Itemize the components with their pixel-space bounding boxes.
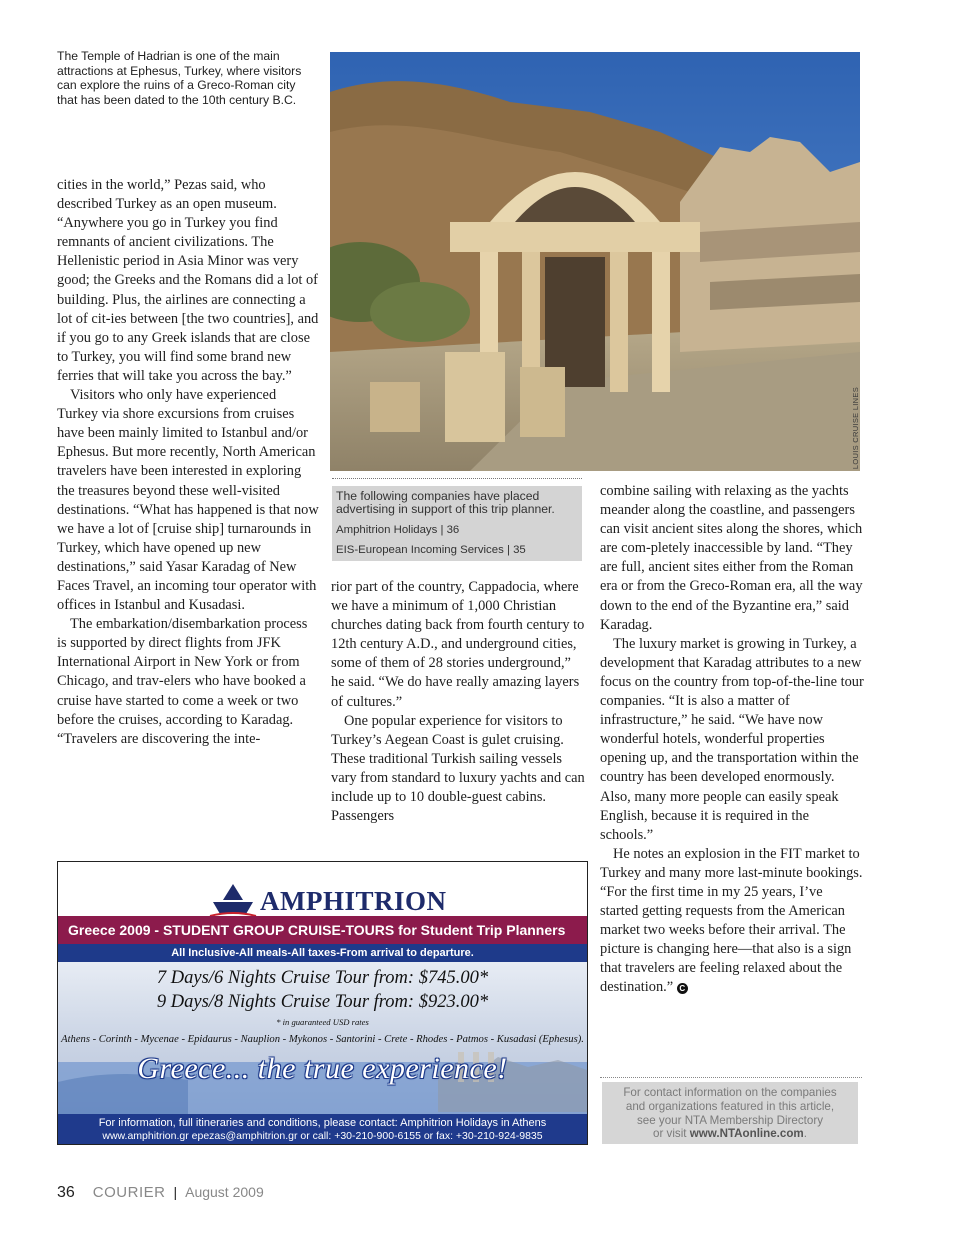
nta-divider <box>600 1077 862 1078</box>
ad-note: * in guaranteed USD rates <box>276 1017 369 1027</box>
ad-strip: All Inclusive-All meals-All taxes-From arrival to departure. <box>58 944 587 962</box>
article-column-2 <box>331 578 585 826</box>
paragraph: cities in the world,” Pezas said, who described Turkey as an open museum. “Anywhere you go in Turkey you find remnants of ancient civilizations. The Hellenistic period in Asia Minor was very good; the Greeks and the Romans did a lot of building. Plus, the airlines are connecting a lot of cit-ies between [the two countries], and if you go to any Greek islands that are close to Turkey, you will find some brand new ferries that will take you across the bay.” <box>57 177 319 384</box>
nta-line-suffix: . <box>803 1127 807 1141</box>
nta-website-link[interactable]: www.NTAonline.com <box>689 1127 804 1141</box>
nta-line-prefix: or visit <box>653 1127 690 1141</box>
page-footer <box>57 1184 264 1202</box>
article-column-1 <box>57 176 319 749</box>
end-mark-icon: C <box>677 983 688 994</box>
ad-logo-text: AMPHITRION <box>260 886 447 916</box>
paragraph: Visitors who only have experienced Turkey via shore excursions from cruises have been mainly limited to Istanbul and/or Ephesus. But more recently, North American travelers have been interested in exploring the treasures beyond these well-visited destinations. “What has happened is that now we have a lot of [cruise ship] turnarounds in Turkey, which have opened up new destinations,” said Yasar Karadag of New Faces Travel, an incoming tour operator with offices in Istanbul and Kusadasi. <box>57 387 319 614</box>
ad-logo <box>58 872 587 920</box>
ad-cities: Athens - Corinth - Mycenae - Epidaurus - Nauplion - Mykonos - Santorini - Crete - Rhodes - Patmos - Kusadasi (Ephesus). <box>61 1034 584 1045</box>
sidebar-title: The following companies have placed advertising in support of this trip planner. <box>336 489 555 517</box>
nta-line <box>602 1127 858 1141</box>
nta-line: and organizations featured in this article, <box>625 1099 835 1113</box>
ship-logo-icon <box>208 880 258 920</box>
issue-date: August 2009 <box>185 1184 264 1200</box>
footer-separator: | <box>173 1184 178 1200</box>
paragraph: One popular experience for visitors to Turkey’s Aegean Coast is gulet cruising. These traditional Turkish sailing vessels vary from standard to luxury yachts and can include up to 10 double-guest cabins. Passengers <box>331 712 585 825</box>
nta-line: For contact information on the companies <box>623 1086 837 1099</box>
paragraph: combine sailing with relaxing as the yachts meander along the coastline, and passengers can visit ancient sites along the shores, which are com-pletely inaccessible by land. “They are full, ancient sites either from the Roman era or from the Greco-Roman era, all the way down to the end of the Byzantine era,” said Karadag. <box>600 483 863 633</box>
ad-offer-1: 7 Days/6 Nights Cruise Tour from: $745.00* <box>156 968 489 988</box>
temple-ruins-illustration <box>330 52 860 471</box>
nta-line: see your NTA Membership Directory <box>637 1113 823 1127</box>
ad-body <box>58 962 587 1114</box>
paragraph-text: He notes an explosion in the FIT market to Turkey and many more last-minute bookings. “For the first time in my 25 years, I’ve started getting requests from the American market two weeks before their arrival. The picture is changing here—that also is a sign that travelers are feeling relaxed about the destination.” <box>600 845 863 996</box>
article-column-3 <box>600 482 864 998</box>
advertiser-sidebar <box>332 478 582 573</box>
amphitrion-advertisement <box>57 861 588 1145</box>
page-number: 36 <box>57 1184 75 1201</box>
ad-footer <box>58 1114 587 1144</box>
sidebar-item: Amphitrion Holidays | 36 <box>336 523 460 536</box>
ad-offer-2: 9 Days/8 Nights Cruise Tour from: $923.00* <box>156 992 489 1012</box>
paragraph: rior part of the country, Cappadocia, where we have a minimum of 1,000 Christian churches dating back from fourth century to 12th century A.D., and underground cities, some of them of 28 stories underground,” he said. “We do have really amazing layers of cultures.” <box>331 579 585 710</box>
paragraph: The embarkation/disembarkation process is supported by direct flights from JFK International Airport in New York or from Chicago, and trav-elers who have booked a cruise have started to come a week or two before the cruises, according to Karadag. “Travelers are discovering the inte- <box>57 616 308 747</box>
photo-credit: LOUIS CRUISE LINES <box>851 386 860 469</box>
ad-banner: Greece 2009 - STUDENT GROUP CRUISE-TOURS for Student Trip Planners <box>58 916 587 944</box>
paragraph <box>600 845 864 998</box>
temple-photo <box>330 52 860 471</box>
ad-slogan: Greece... the true experience! <box>137 1052 508 1085</box>
photo-caption: The Temple of Hadrian is one of the main attractions at Ephesus, Turkey, where visitors can explore the ruins of a Greco-Roman city that has been dated to the 10th century B.C. <box>57 49 302 108</box>
sidebar-item: EIS-European Incoming Services | 35 <box>336 543 526 556</box>
ad-footer-line-2: www.amphitrion.gr epezas@amphitrion.gr or call: +30-210-900-6155 or fax: +30-210-924-9835 <box>102 1130 543 1142</box>
magazine-name: COURIER <box>92 1184 166 1201</box>
ad-footer-line-1: For information, full itineraries and conditions, please contact: Amphitrion Holidays in Athens <box>98 1117 547 1129</box>
nta-contact-box <box>602 1082 858 1144</box>
paragraph: The luxury market is growing in Turkey, a development that Karadag attributes to a new focus on the country from top-of-the-line tour companies. “It is also a matter of infrastructure,” he said. “We have now wonderful hotels, wonderful properties opening up, and the transportation within the country has been developed enormously. Also, many more people can easily speak English, because it is required in the schools.” <box>600 635 864 843</box>
